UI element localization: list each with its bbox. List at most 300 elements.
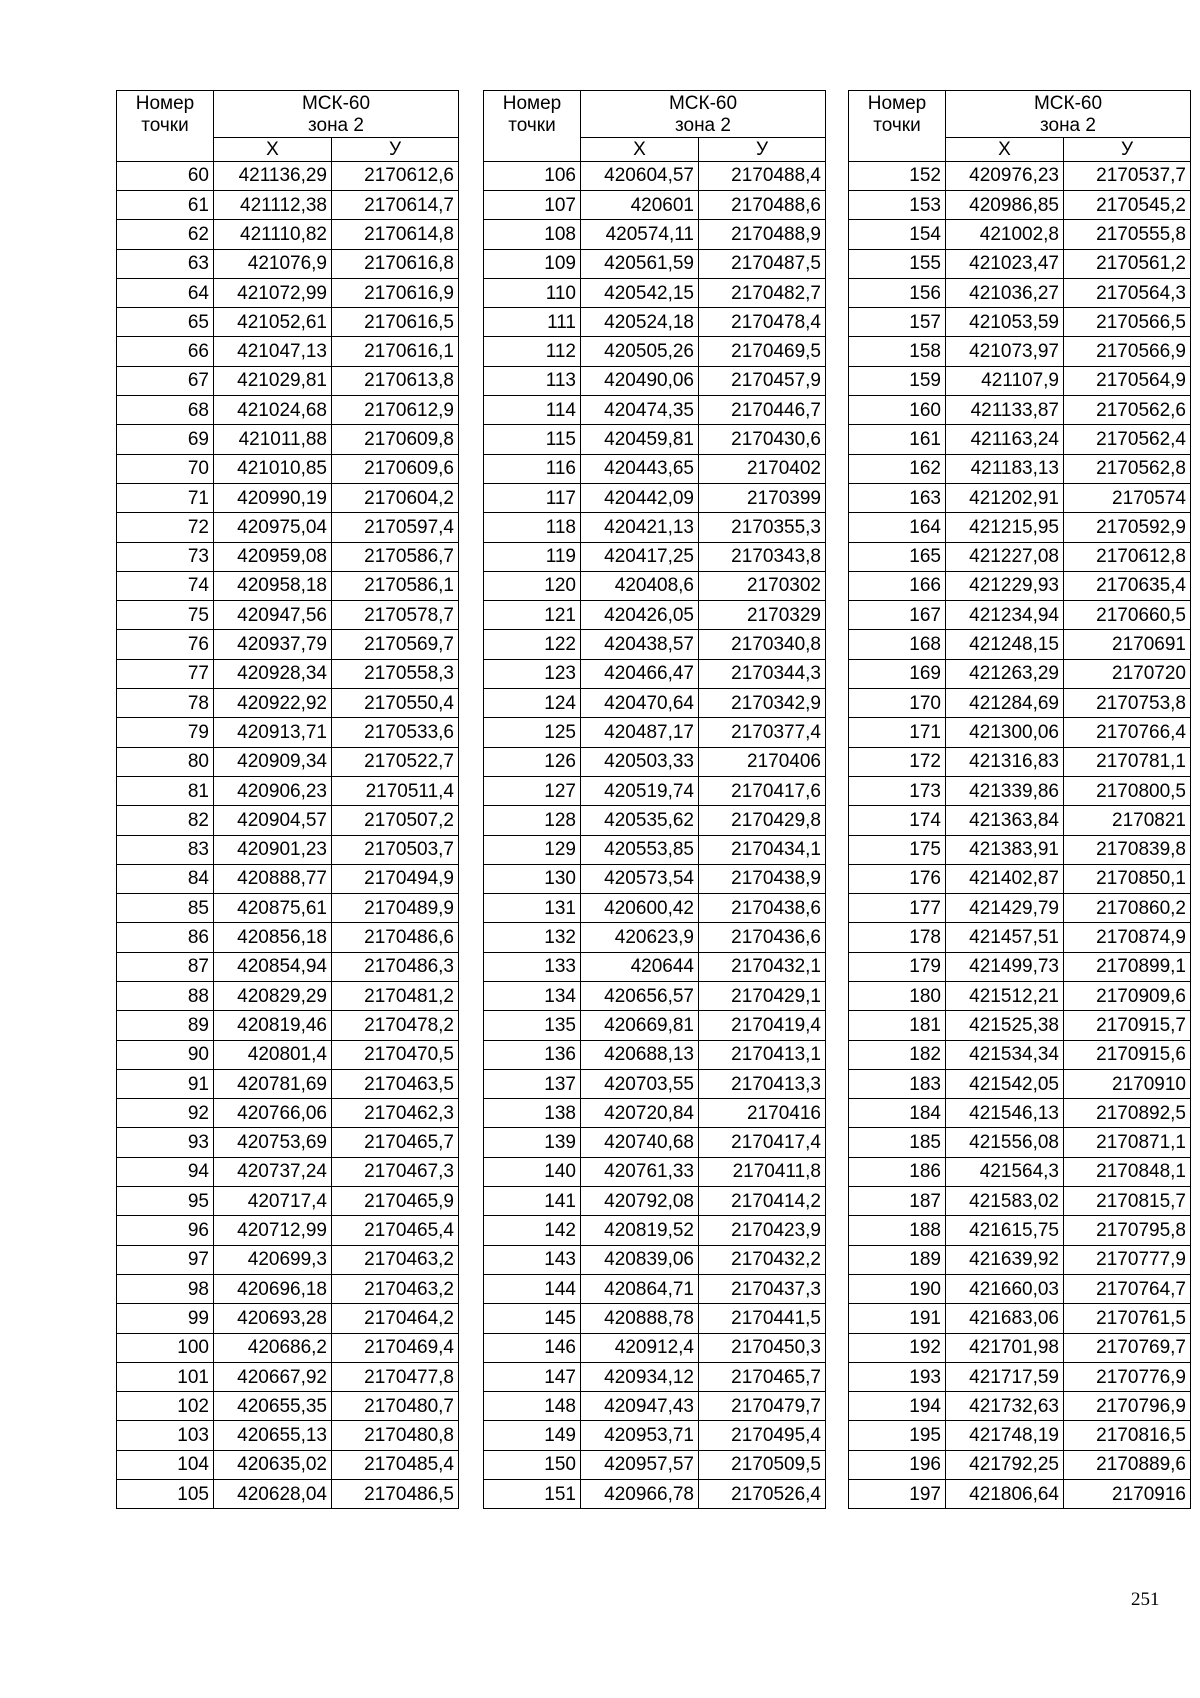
table-row: [484, 835, 826, 864]
x-coordinate-cell: 421072,99: [214, 278, 332, 307]
table-row: [484, 396, 826, 425]
y-coordinate-cell: 2170769,7: [1064, 1333, 1191, 1362]
table-row: [849, 806, 1191, 835]
x-coordinate-cell: 420535,62: [581, 806, 699, 835]
x-coordinate-cell: 421683,06: [946, 1304, 1064, 1333]
x-coordinate-cell: 421748,19: [946, 1421, 1064, 1450]
point-number-cell: 194: [849, 1392, 946, 1421]
table-row: [117, 220, 459, 249]
x-coordinate-cell: 420958,18: [214, 571, 332, 600]
y-coordinate-cell: 2170766,4: [1064, 718, 1191, 747]
header-axis-x: Х: [581, 137, 699, 161]
y-coordinate-cell: 2170488,9: [699, 220, 826, 249]
x-coordinate-cell: 420696,18: [214, 1274, 332, 1303]
header-row: [117, 91, 459, 138]
table-row: [849, 278, 1191, 307]
y-coordinate-cell: 2170414,2: [699, 1187, 826, 1216]
table-row: [117, 952, 459, 981]
x-coordinate-cell: 420986,85: [946, 190, 1064, 219]
y-coordinate-cell: 2170545,2: [1064, 190, 1191, 219]
y-coordinate-cell: 2170660,5: [1064, 601, 1191, 630]
y-coordinate-cell: 2170616,1: [332, 337, 459, 366]
x-coordinate-cell: 420573,54: [581, 864, 699, 893]
header-zone: зона 2: [1040, 114, 1096, 136]
y-coordinate-cell: 2170494,9: [332, 864, 459, 893]
x-coordinate-cell: 420801,4: [214, 1040, 332, 1069]
y-coordinate-cell: 2170899,1: [1064, 952, 1191, 981]
table-row: [484, 1480, 826, 1509]
y-coordinate-cell: 2170613,8: [332, 366, 459, 395]
table-row: [849, 190, 1191, 219]
table-row: [849, 1099, 1191, 1128]
coordinate-table-2: [483, 90, 826, 1509]
y-coordinate-cell: 2170796,9: [1064, 1392, 1191, 1421]
x-coordinate-cell: 420819,46: [214, 1011, 332, 1040]
x-coordinate-cell: 420947,43: [581, 1392, 699, 1421]
x-coordinate-cell: 420542,15: [581, 278, 699, 307]
x-coordinate-cell: 420781,69: [214, 1069, 332, 1098]
x-coordinate-cell: 420628,04: [214, 1480, 332, 1509]
point-number-cell: 103: [117, 1421, 214, 1450]
point-number-cell: 182: [849, 1040, 946, 1069]
y-coordinate-cell: 2170465,7: [332, 1128, 459, 1157]
point-number-cell: 98: [117, 1274, 214, 1303]
y-coordinate-cell: 2170463,2: [332, 1274, 459, 1303]
y-coordinate-cell: 2170558,3: [332, 659, 459, 688]
y-coordinate-cell: 2170597,4: [332, 513, 459, 542]
y-coordinate-cell: 2170616,5: [332, 308, 459, 337]
x-coordinate-cell: 420966,78: [581, 1480, 699, 1509]
point-number-cell: 66: [117, 337, 214, 366]
x-coordinate-cell: 421010,85: [214, 454, 332, 483]
x-coordinate-cell: 420490,06: [581, 366, 699, 395]
header-axis-y: У: [332, 137, 459, 161]
table-row: [484, 1069, 826, 1098]
point-number-cell: 90: [117, 1040, 214, 1069]
y-coordinate-cell: 2170377,4: [699, 718, 826, 747]
x-coordinate-cell: 420487,17: [581, 718, 699, 747]
point-number-cell: 158: [849, 337, 946, 366]
x-coordinate-cell: 421564,3: [946, 1157, 1064, 1186]
table-row: [484, 425, 826, 454]
y-coordinate-cell: 2170465,7: [699, 1362, 826, 1391]
point-number-cell: 111: [484, 308, 581, 337]
coordinate-table-3: [848, 90, 1191, 1509]
x-coordinate-cell: 421534,34: [946, 1040, 1064, 1069]
x-coordinate-cell: 421639,92: [946, 1245, 1064, 1274]
x-coordinate-cell: 421512,21: [946, 982, 1064, 1011]
point-number-cell: 67: [117, 366, 214, 395]
table-row: [484, 542, 826, 571]
point-number-cell: 110: [484, 278, 581, 307]
x-coordinate-cell: 420561,59: [581, 249, 699, 278]
x-coordinate-cell: 420600,42: [581, 894, 699, 923]
point-number-cell: 134: [484, 982, 581, 1011]
table-row: [484, 513, 826, 542]
x-coordinate-cell: 420875,61: [214, 894, 332, 923]
table-row: [849, 542, 1191, 571]
table-row: [117, 1274, 459, 1303]
table-row: [484, 806, 826, 835]
point-number-cell: 99: [117, 1304, 214, 1333]
x-coordinate-cell: 420688,13: [581, 1040, 699, 1069]
header-point-number: Номер точки: [484, 91, 581, 162]
y-coordinate-cell: 2170423,9: [699, 1216, 826, 1245]
header-coordinate-system: [214, 91, 459, 138]
y-coordinate-cell: 2170616,8: [332, 249, 459, 278]
x-coordinate-cell: 420913,71: [214, 718, 332, 747]
y-coordinate-cell: 2170537,7: [1064, 161, 1191, 190]
y-coordinate-cell: 2170614,8: [332, 220, 459, 249]
y-coordinate-cell: 2170406: [699, 747, 826, 776]
table-row: [117, 776, 459, 805]
point-number-cell: 170: [849, 689, 946, 718]
table-row: [849, 659, 1191, 688]
table-row: [117, 1216, 459, 1245]
x-coordinate-cell: 420934,12: [581, 1362, 699, 1391]
x-coordinate-cell: 421133,87: [946, 396, 1064, 425]
point-number-cell: 171: [849, 718, 946, 747]
point-number-cell: 131: [484, 894, 581, 923]
x-coordinate-cell: 421583,02: [946, 1187, 1064, 1216]
header-point-number: Номер точки: [117, 91, 214, 162]
table-row: [849, 747, 1191, 776]
table-row: [849, 1011, 1191, 1040]
table-row: [484, 689, 826, 718]
x-coordinate-cell: 421717,59: [946, 1362, 1064, 1391]
point-number-cell: 183: [849, 1069, 946, 1098]
y-coordinate-cell: 2170417,6: [699, 776, 826, 805]
x-coordinate-cell: 420720,84: [581, 1099, 699, 1128]
table-row: [117, 1040, 459, 1069]
point-number-cell: 185: [849, 1128, 946, 1157]
x-coordinate-cell: 420901,23: [214, 835, 332, 864]
point-number-cell: 118: [484, 513, 581, 542]
y-coordinate-cell: 2170564,9: [1064, 366, 1191, 395]
table-row: [117, 1480, 459, 1509]
table-row: [849, 1187, 1191, 1216]
table-row: [484, 1128, 826, 1157]
table-row: [849, 952, 1191, 981]
table-row: [849, 513, 1191, 542]
table-row: [117, 982, 459, 1011]
point-number-cell: 112: [484, 337, 581, 366]
x-coordinate-cell: 421248,15: [946, 630, 1064, 659]
x-coordinate-cell: 421073,97: [946, 337, 1064, 366]
point-number-cell: 80: [117, 747, 214, 776]
table-row: [117, 659, 459, 688]
point-number-cell: 167: [849, 601, 946, 630]
y-coordinate-cell: 2170753,8: [1064, 689, 1191, 718]
point-number-cell: 75: [117, 601, 214, 630]
point-number-cell: 84: [117, 864, 214, 893]
point-number-cell: 106: [484, 161, 581, 190]
y-coordinate-cell: 2170419,4: [699, 1011, 826, 1040]
y-coordinate-cell: 2170691: [1064, 630, 1191, 659]
x-coordinate-cell: 420686,2: [214, 1333, 332, 1362]
table-row: [849, 396, 1191, 425]
y-coordinate-cell: 2170441,5: [699, 1304, 826, 1333]
x-coordinate-cell: 421284,69: [946, 689, 1064, 718]
header-system: МСК-60: [301, 93, 371, 114]
point-number-cell: 186: [849, 1157, 946, 1186]
x-coordinate-cell: 420975,04: [214, 513, 332, 542]
table-row: [117, 1069, 459, 1098]
y-coordinate-cell: 2170761,5: [1064, 1304, 1191, 1333]
x-coordinate-cell: 420864,71: [581, 1274, 699, 1303]
table-row: [849, 1216, 1191, 1245]
x-coordinate-cell: 420442,09: [581, 483, 699, 512]
x-coordinate-cell: 420623,9: [581, 923, 699, 952]
point-number-cell: 85: [117, 894, 214, 923]
x-coordinate-cell: 421660,03: [946, 1274, 1064, 1303]
point-number-cell: 109: [484, 249, 581, 278]
point-number-cell: 105: [117, 1480, 214, 1509]
point-number-cell: 137: [484, 1069, 581, 1098]
point-number-cell: 82: [117, 806, 214, 835]
table-row: [117, 542, 459, 571]
x-coordinate-cell: 421300,06: [946, 718, 1064, 747]
x-coordinate-cell: 421136,29: [214, 161, 332, 190]
point-number-cell: 123: [484, 659, 581, 688]
point-number-cell: 143: [484, 1245, 581, 1274]
point-number-cell: 97: [117, 1245, 214, 1274]
point-number-cell: 120: [484, 571, 581, 600]
x-coordinate-cell: 421029,81: [214, 366, 332, 395]
x-coordinate-cell: 420856,18: [214, 923, 332, 952]
x-coordinate-cell: 420957,57: [581, 1450, 699, 1479]
point-number-cell: 149: [484, 1421, 581, 1450]
point-number-cell: 160: [849, 396, 946, 425]
y-coordinate-cell: 2170464,2: [332, 1304, 459, 1333]
point-number-cell: 197: [849, 1480, 946, 1509]
table-row: [849, 1304, 1191, 1333]
x-coordinate-cell: 421429,79: [946, 894, 1064, 923]
x-coordinate-cell: 420906,23: [214, 776, 332, 805]
x-coordinate-cell: 421732,63: [946, 1392, 1064, 1421]
table-row: [849, 630, 1191, 659]
table-row: [117, 894, 459, 923]
point-number-cell: 124: [484, 689, 581, 718]
table-row: [117, 571, 459, 600]
y-coordinate-cell: 2170915,7: [1064, 1011, 1191, 1040]
point-number-cell: 79: [117, 718, 214, 747]
x-coordinate-cell: 420699,3: [214, 1245, 332, 1274]
point-number-cell: 173: [849, 776, 946, 805]
table-row: [117, 718, 459, 747]
y-coordinate-cell: 2170480,7: [332, 1392, 459, 1421]
x-coordinate-cell: 421024,68: [214, 396, 332, 425]
x-coordinate-cell: 420761,33: [581, 1157, 699, 1186]
table-row: [484, 1304, 826, 1333]
x-coordinate-cell: 420604,57: [581, 161, 699, 190]
y-coordinate-cell: 2170481,2: [332, 982, 459, 1011]
point-number-cell: 68: [117, 396, 214, 425]
y-coordinate-cell: 2170764,7: [1064, 1274, 1191, 1303]
x-coordinate-cell: 421542,05: [946, 1069, 1064, 1098]
table-row: [849, 1480, 1191, 1509]
header-axis-x: Х: [214, 137, 332, 161]
header-system: МСК-60: [1033, 93, 1103, 114]
table-row: [117, 1187, 459, 1216]
table-row: [484, 1011, 826, 1040]
point-number-cell: 174: [849, 806, 946, 835]
y-coordinate-cell: 2170470,5: [332, 1040, 459, 1069]
table-row: [849, 1245, 1191, 1274]
point-number-cell: 113: [484, 366, 581, 395]
x-coordinate-cell: 420438,57: [581, 630, 699, 659]
point-number-cell: 159: [849, 366, 946, 395]
x-coordinate-cell: 421234,94: [946, 601, 1064, 630]
x-coordinate-cell: 420466,47: [581, 659, 699, 688]
table-row: [117, 396, 459, 425]
point-number-cell: 130: [484, 864, 581, 893]
point-number-cell: 78: [117, 689, 214, 718]
point-number-cell: 151: [484, 1480, 581, 1509]
point-number-cell: 165: [849, 542, 946, 571]
table-row: [849, 1421, 1191, 1450]
point-number-cell: 196: [849, 1450, 946, 1479]
y-coordinate-cell: 2170522,7: [332, 747, 459, 776]
x-coordinate-cell: 420459,81: [581, 425, 699, 454]
table-row: [849, 1040, 1191, 1069]
table-row: [484, 630, 826, 659]
y-coordinate-cell: 2170609,8: [332, 425, 459, 454]
y-coordinate-cell: 2170478,2: [332, 1011, 459, 1040]
point-number-cell: 157: [849, 308, 946, 337]
header-point-number: Номер точки: [849, 91, 946, 162]
y-coordinate-cell: 2170486,3: [332, 952, 459, 981]
point-number-cell: 89: [117, 1011, 214, 1040]
x-coordinate-cell: 420922,92: [214, 689, 332, 718]
x-coordinate-cell: 420635,02: [214, 1450, 332, 1479]
x-coordinate-cell: 421339,86: [946, 776, 1064, 805]
y-coordinate-cell: 2170507,2: [332, 806, 459, 835]
x-coordinate-cell: 421202,91: [946, 483, 1064, 512]
y-coordinate-cell: 2170889,6: [1064, 1450, 1191, 1479]
y-coordinate-cell: 2170574: [1064, 483, 1191, 512]
table-row: [117, 689, 459, 718]
point-number-cell: 92: [117, 1099, 214, 1128]
y-coordinate-cell: 2170399: [699, 483, 826, 512]
table-row: [117, 1304, 459, 1333]
point-number-cell: 146: [484, 1333, 581, 1362]
table-row: [484, 1157, 826, 1186]
x-coordinate-cell: 420976,23: [946, 161, 1064, 190]
x-coordinate-cell: 421163,24: [946, 425, 1064, 454]
point-number-cell: 140: [484, 1157, 581, 1186]
y-coordinate-cell: 2170592,9: [1064, 513, 1191, 542]
point-number-cell: 121: [484, 601, 581, 630]
point-number-cell: 93: [117, 1128, 214, 1157]
header-row: [849, 91, 1191, 138]
header-coordinate-system: [946, 91, 1191, 138]
point-number-cell: 187: [849, 1187, 946, 1216]
point-number-cell: 96: [117, 1216, 214, 1245]
table-row: [117, 278, 459, 307]
x-coordinate-cell: 421316,83: [946, 747, 1064, 776]
table-row: [849, 1069, 1191, 1098]
x-coordinate-cell: 420503,33: [581, 747, 699, 776]
y-coordinate-cell: 2170402: [699, 454, 826, 483]
y-coordinate-cell: 2170848,1: [1064, 1157, 1191, 1186]
point-number-cell: 169: [849, 659, 946, 688]
y-coordinate-cell: 2170562,6: [1064, 396, 1191, 425]
point-number-cell: 72: [117, 513, 214, 542]
point-number-cell: 127: [484, 776, 581, 805]
y-coordinate-cell: 2170432,1: [699, 952, 826, 981]
x-coordinate-cell: 421036,27: [946, 278, 1064, 307]
table-row: [849, 601, 1191, 630]
x-coordinate-cell: 420421,13: [581, 513, 699, 542]
y-coordinate-cell: 2170477,8: [332, 1362, 459, 1391]
y-coordinate-cell: 2170465,4: [332, 1216, 459, 1245]
table-row: [117, 1392, 459, 1421]
x-coordinate-cell: 421263,29: [946, 659, 1064, 688]
point-number-cell: 150: [484, 1450, 581, 1479]
table-row: [117, 1362, 459, 1391]
header-coordinate-system: [581, 91, 826, 138]
y-coordinate-cell: 2170612,9: [332, 396, 459, 425]
table-row: [849, 718, 1191, 747]
x-coordinate-cell: 421076,9: [214, 249, 332, 278]
header-axis-y: У: [1064, 137, 1191, 161]
table-row: [849, 425, 1191, 454]
point-number-cell: 125: [484, 718, 581, 747]
table-row: [117, 1245, 459, 1274]
table-row: [849, 894, 1191, 923]
table-row: [484, 161, 826, 190]
y-coordinate-cell: 2170550,4: [332, 689, 459, 718]
y-coordinate-cell: 2170432,2: [699, 1245, 826, 1274]
point-number-cell: 163: [849, 483, 946, 512]
point-number-cell: 179: [849, 952, 946, 981]
x-coordinate-cell: 421525,38: [946, 1011, 1064, 1040]
y-coordinate-cell: 2170430,6: [699, 425, 826, 454]
point-number-cell: 77: [117, 659, 214, 688]
point-number-cell: 64: [117, 278, 214, 307]
x-coordinate-cell: 420470,64: [581, 689, 699, 718]
point-number-cell: 61: [117, 190, 214, 219]
point-number-cell: 107: [484, 190, 581, 219]
x-coordinate-cell: 420904,57: [214, 806, 332, 835]
point-number-cell: 114: [484, 396, 581, 425]
x-coordinate-cell: 421615,75: [946, 1216, 1064, 1245]
x-coordinate-cell: 420737,24: [214, 1157, 332, 1186]
y-coordinate-cell: 2170578,7: [332, 601, 459, 630]
table-row: [849, 1362, 1191, 1391]
point-number-cell: 83: [117, 835, 214, 864]
x-coordinate-cell: 421701,98: [946, 1333, 1064, 1362]
y-coordinate-cell: 2170509,5: [699, 1450, 826, 1479]
table-row: [117, 806, 459, 835]
table-row: [484, 220, 826, 249]
header-zone: зона 2: [308, 114, 364, 136]
x-coordinate-cell: 420417,25: [581, 542, 699, 571]
y-coordinate-cell: 2170604,2: [332, 483, 459, 512]
y-coordinate-cell: 2170450,3: [699, 1333, 826, 1362]
y-coordinate-cell: 2170486,5: [332, 1480, 459, 1509]
x-coordinate-cell: 421546,13: [946, 1099, 1064, 1128]
table-row: [484, 337, 826, 366]
point-number-cell: 161: [849, 425, 946, 454]
table-row: [484, 1187, 826, 1216]
table-row: [484, 190, 826, 219]
y-coordinate-cell: 2170533,6: [332, 718, 459, 747]
x-coordinate-cell: 420888,77: [214, 864, 332, 893]
y-coordinate-cell: 2170562,4: [1064, 425, 1191, 454]
table-row: [117, 1157, 459, 1186]
